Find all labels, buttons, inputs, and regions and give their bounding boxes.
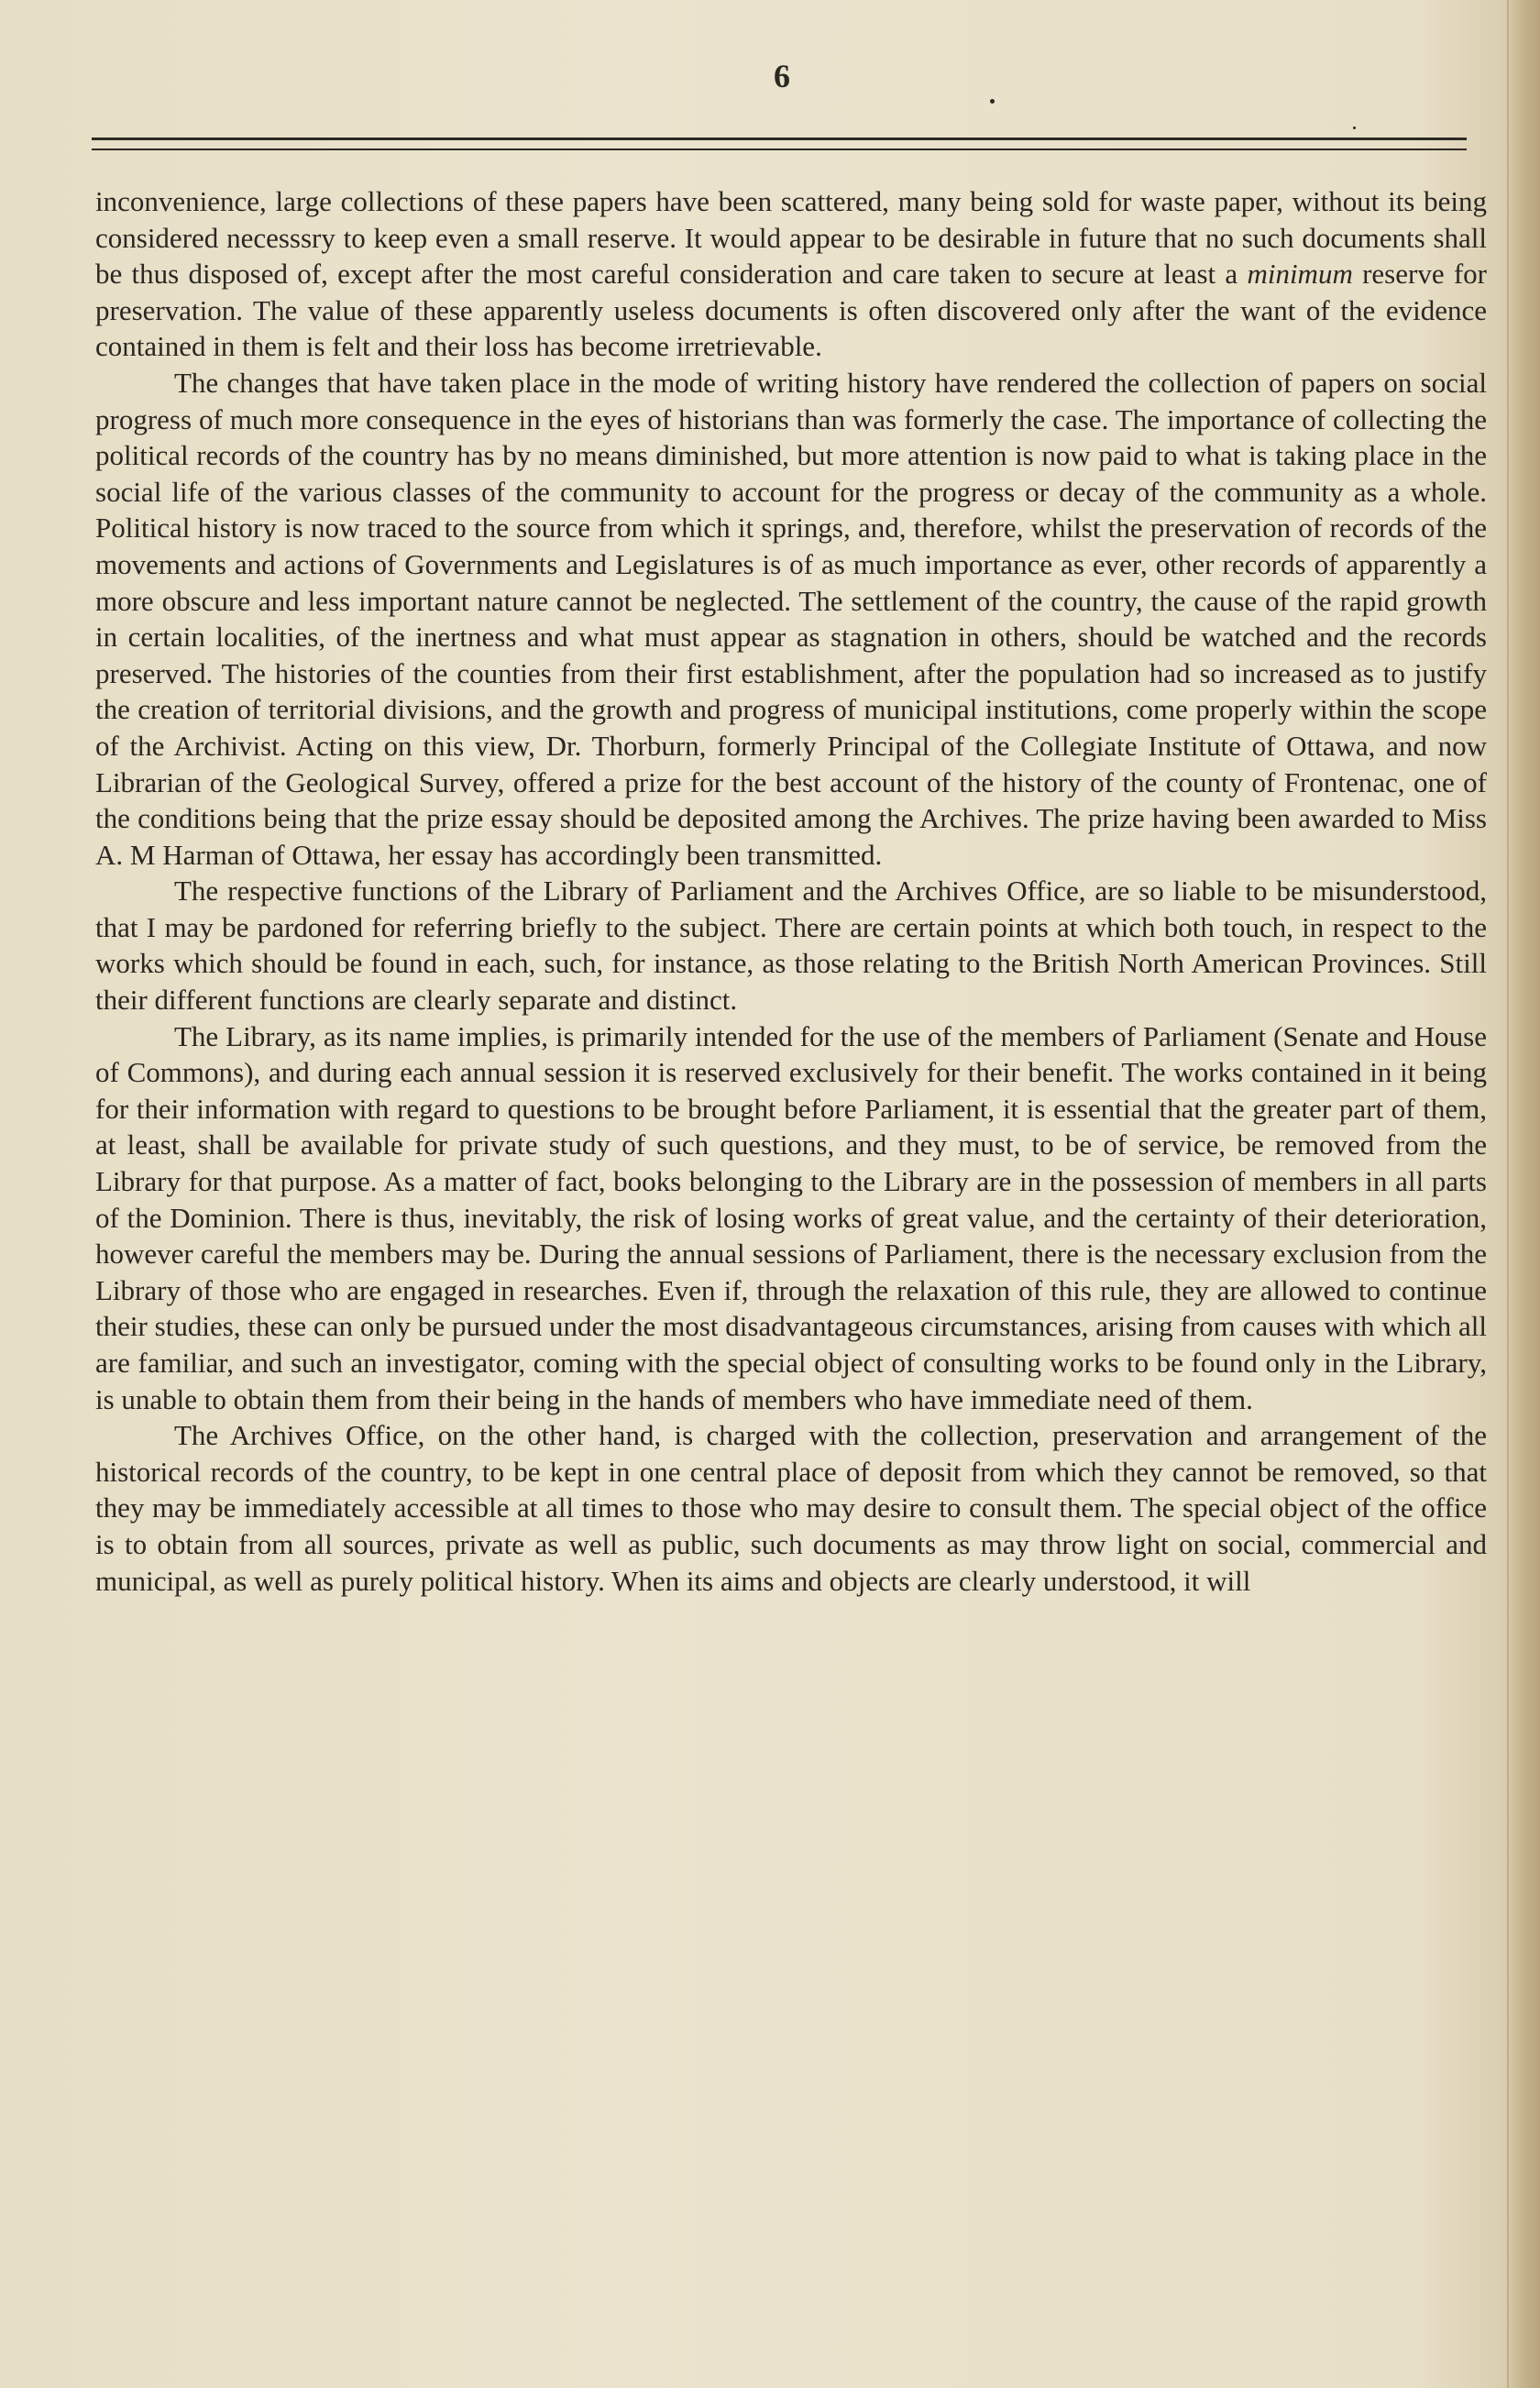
page-edge-shadow [1507, 0, 1540, 2388]
page-number: 6 [774, 58, 790, 94]
ink-speck [990, 99, 995, 104]
header-rule-top [92, 138, 1467, 140]
italic-word: minimum [1247, 258, 1353, 291]
paragraph: The Library, as its name implies, is primarily intended for the use of the members of Parliament (Senate and House of Commons), and during each annual session it is reserved exclusively for their benefit. The works contained in it being for their information with regard to questions to be brought before Parliament, it is essential that the greater part of them, at least, shall be available for private study of such questions, and they must, to be of service, be removed from the Library for that purpose. As a matter of fact, books belonging to the Library are in the possession of members in all parts of the Dominion. There is thus, inevitably, the risk of losing works of great value, and the certainty of their deterioration, however careful the members may be. During the annual sessions of Parliament, there is the necessary exclusion from the Library of those who are engaged in researches. Even if, through the relaxation of this rule, they are allowed to continue their studies, these can only be pursued under the most disadvantageous circumstances, arising from causes with which all are familiar, and such an investigator, coming with the special object of consulting works to be found only in the Library, is unable to obtain them from their being in the hands of members who have immediate need of them. [95, 1019, 1487, 1415]
paragraph: The changes that have taken place in the mode of writing history have rendered the collection of papers on social progress of much more consequence in the eyes of historians than was formerly the case. The importance of collecting the political records of the country has by no means diminished, but more attention is now paid to what is taking place in the social life of the various classes of the community to account for the progress or decay of the community as a whole. Political history is now traced to the source from which it springs, and, therefore, whilst the preservation of records of the movements and actions of Governments and Legislatures is of as much importance as ever, other records of apparently a more obscure and less important nature cannot be neglected. The settlement of the country, the cause of the rapid growth in certain localities, of the inertness and what must appear as stagnation in others, should be watched and the records preserved. The histories of the counties from their first establishment, after the population had so increased as to justify the creation of territorial divisions, and the growth and progress of municipal institutions, come properly within the scope of the Archivist. Acting on this view, Dr. Thorburn, formerly Principal of the Collegiate Institute of Ottawa, and now Librarian of the Geological Survey, offered a prize for the best account of the history of the county of Frontenac, one of the conditions being that the prize essay should be deposited among the Archives. The prize having been awarded to Miss A. M Harman of Ottawa, her essay has accordingly been transmitted. [95, 366, 1487, 871]
paragraph: The respective functions of the Library of Parliament and the Archives Office, are so liable to be misunderstood, that I may be pardoned for referring briefly to the subject. There are certain points at which both touch, in respect to the works which should be found in each, such, for instance, as those relating to the British North American Provinces. Still their different functions are clearly separate and distinct. [95, 875, 1487, 1017]
header-rule-bottom [92, 149, 1467, 150]
paragraph: The Archives Office, on the other hand, is charged with the collection, preservation and arrangement of the historical records of the country, to be kept in one central place of deposit from which they cannot be removed, so that they may be immediately accessible at all times to those who may desire to consult them. The special object of the office is to obtain from all sources, private as well as public, such documents as may throw light on social, commercial and municipal, as well as purely political history. When its aims and objects are clearly understood, it will [95, 1419, 1487, 1597]
ink-speck [1353, 127, 1356, 129]
paragraph-text: inconvenience, large collections of these papers have been scattered, many being sold for waste paper, without its being considered necesssry to keep even a small reserve. It would appear to be desirable in future that no such documents shall be thus disposed of, except after the most careful consideration and care taken to secure at least a [95, 185, 1487, 291]
paragraph-text: reserve for preservation. The value of these apparently useless documents is often discovered only after the want of the evidence contained in them is felt and their loss has become irretrievable. [95, 258, 1488, 363]
body-text [95, 183, 1487, 1599]
paragraph-continuation [95, 183, 1487, 365]
